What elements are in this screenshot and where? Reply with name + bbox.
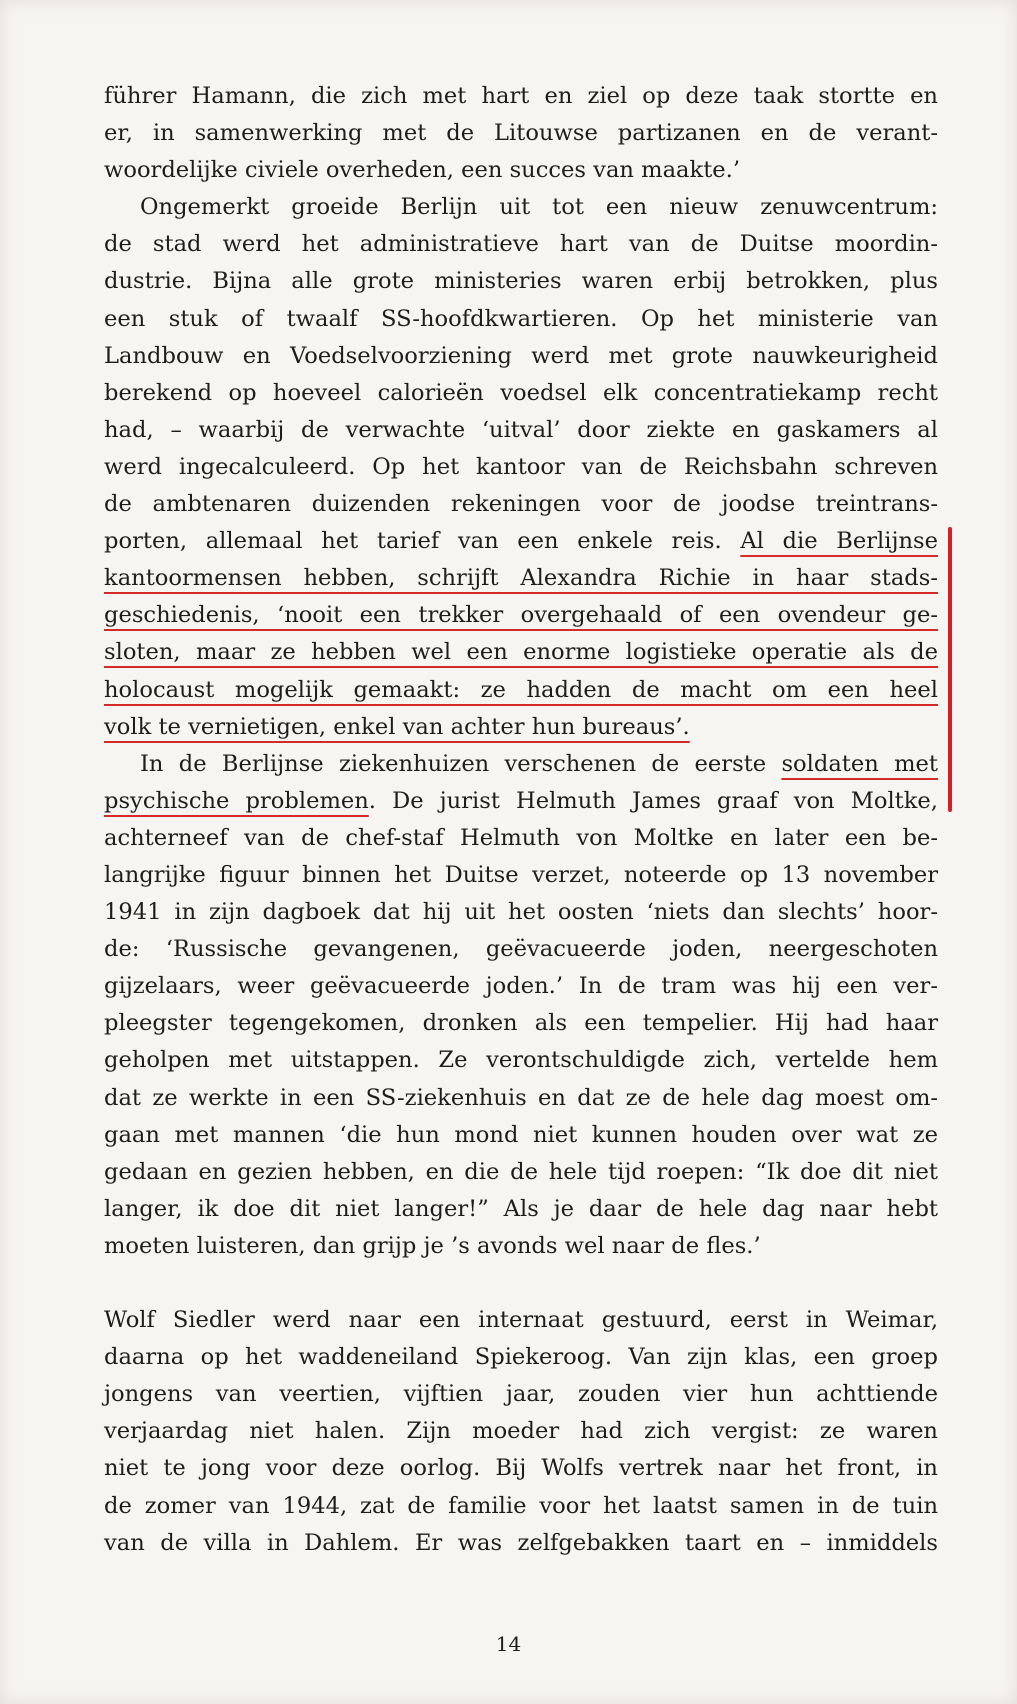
text-line: daarna op het waddeneiland Spiekeroog. Van zijn klas, een groep <box>104 1344 938 1371</box>
highlighted-text-line: kantoormensen hebben, schrijft Alexandra Richie in haar stads- <box>104 565 938 592</box>
paragraph-1 <box>104 78 938 189</box>
text-line <box>104 746 938 783</box>
highlighted-text-line: holocaust mogelijk gemaakt: ze hadden de macht om een heel <box>104 676 938 703</box>
text-line: langrijke figuur binnen het Duitse verzet, noteerde op 13 november <box>104 861 938 888</box>
text-line: de: ‘Russische gevangenen, geëvacueerde joden, neergeschoten <box>104 936 938 963</box>
margin-annotation-bar <box>948 527 952 812</box>
text-line: Landbouw en Voedselvoorziening werd met grote nauwkeurigheid <box>104 342 938 369</box>
text-line: had, – waarbij de verwachte ‘uitval’ door ziekte en gaskamers al <box>104 416 938 443</box>
text-line: de stad werd het administratieve hart van de Duitse moordin- <box>104 231 938 258</box>
text-line: Wolf Siedler werd naar een internaat gestuurd, eerst in Weimar, <box>104 1307 938 1334</box>
text-run: porten, allemaal het tarief van een enkele reis. <box>104 528 741 555</box>
text-line: Ongemerkt groeide Berlijn uit tot een nieuw zenuwcentrum: <box>140 194 938 221</box>
text-run: . De jurist Helmuth James graaf von Moltke, <box>368 787 938 814</box>
text-line <box>104 783 938 820</box>
text-line: woordelijke civiele overheden, een succes van maakte.’ <box>104 157 741 184</box>
text-line: berekend op hoeveel calorieën voedsel elk concentratiekamp recht <box>104 379 938 406</box>
paragraph-2 <box>104 189 938 745</box>
text-line: gedaan en gezien hebben, en die de hele tijd roepen: “Ik doe dit niet <box>104 1158 938 1185</box>
body-text <box>104 78 938 1562</box>
text-line: langer, ik doe dit niet langer!” Als je daar de hele dag naar hebt <box>104 1195 938 1222</box>
text-line: gaan met mannen ‘die hun mond niet kunnen houden over wat ze <box>104 1121 938 1148</box>
text-line: jongens van veertien, vijftien jaar, zouden vier hun achttiende <box>104 1381 938 1408</box>
highlighted-text: Al die Berlijnse <box>740 528 938 555</box>
text-line: dustrie. Bijna alle grote ministeries waren erbij betrokken, plus <box>104 268 938 295</box>
text-line: de ambtenaren duizenden rekeningen voor de joodse treintrans- <box>104 491 938 518</box>
paragraph-4 <box>104 1302 938 1562</box>
paragraph-3 <box>104 746 938 1265</box>
text-line: er, in samenwerking met de Litouwse partizanen en de verant- <box>104 120 938 147</box>
text-line: werd ingecalculeerd. Op het kantoor van de Reichsbahn schreven <box>104 453 938 480</box>
highlighted-text-line: geschiedenis, ‘nooit een trekker overgehaald of een ovendeur ge- <box>104 602 938 629</box>
text-line: de zomer van 1944, zat de familie voor het laatst samen in de tuin <box>104 1492 938 1519</box>
text-line: 1941 in zijn dagboek dat hij uit het oosten ‘niets dan slechts’ hoor- <box>104 899 938 926</box>
text-line: pleegster tegengekomen, dronken als een tempelier. Hij had haar <box>104 1010 938 1037</box>
text-line: van de villa in Dahlem. Er was zelfgebakken taart en – inmiddels <box>104 1529 938 1556</box>
text-line: achterneef van de chef-staf Helmuth von Moltke en later een be- <box>104 824 938 851</box>
text-line <box>104 523 938 560</box>
text-line: führer Hamann, die zich met hart en ziel op deze taak stortte en <box>104 83 938 109</box>
highlighted-text-line: sloten, maar ze hebben wel een enorme logistieke operatie als de <box>104 639 938 666</box>
section-break <box>104 1265 938 1302</box>
text-line: geholpen met uitstappen. Ze verontschuldigde zich, vertelde hem <box>104 1047 938 1074</box>
highlighted-text-line: volk te vernietigen, enkel van achter hun bureaus’. <box>104 713 690 740</box>
text-line: moeten luisteren, dan grijp je ’s avonds wel naar de fles.’ <box>104 1232 761 1259</box>
text-run: In de Berlijnse ziekenhuizen verschenen de eerste <box>140 750 782 777</box>
text-line: verjaardag niet halen. Zijn moeder had zich vergist: ze waren <box>104 1418 938 1445</box>
text-line: gijzelaars, weer geëvacueerde joden.’ In de tram was hij een ver- <box>104 973 938 1000</box>
page-number: 14 <box>495 1632 522 1656</box>
text-line: dat ze werkte in een SS-ziekenhuis en dat ze de hele dag moest om- <box>104 1084 938 1111</box>
highlighted-text: soldaten met <box>781 750 938 777</box>
text-line: niet te jong voor deze oorlog. Bij Wolfs vertrek naar het front, in <box>104 1455 938 1482</box>
text-line: een stuk of twaalf SS-hoofdkwartieren. Op het ministerie van <box>104 305 938 332</box>
highlighted-text: psychische problemen <box>104 787 369 814</box>
